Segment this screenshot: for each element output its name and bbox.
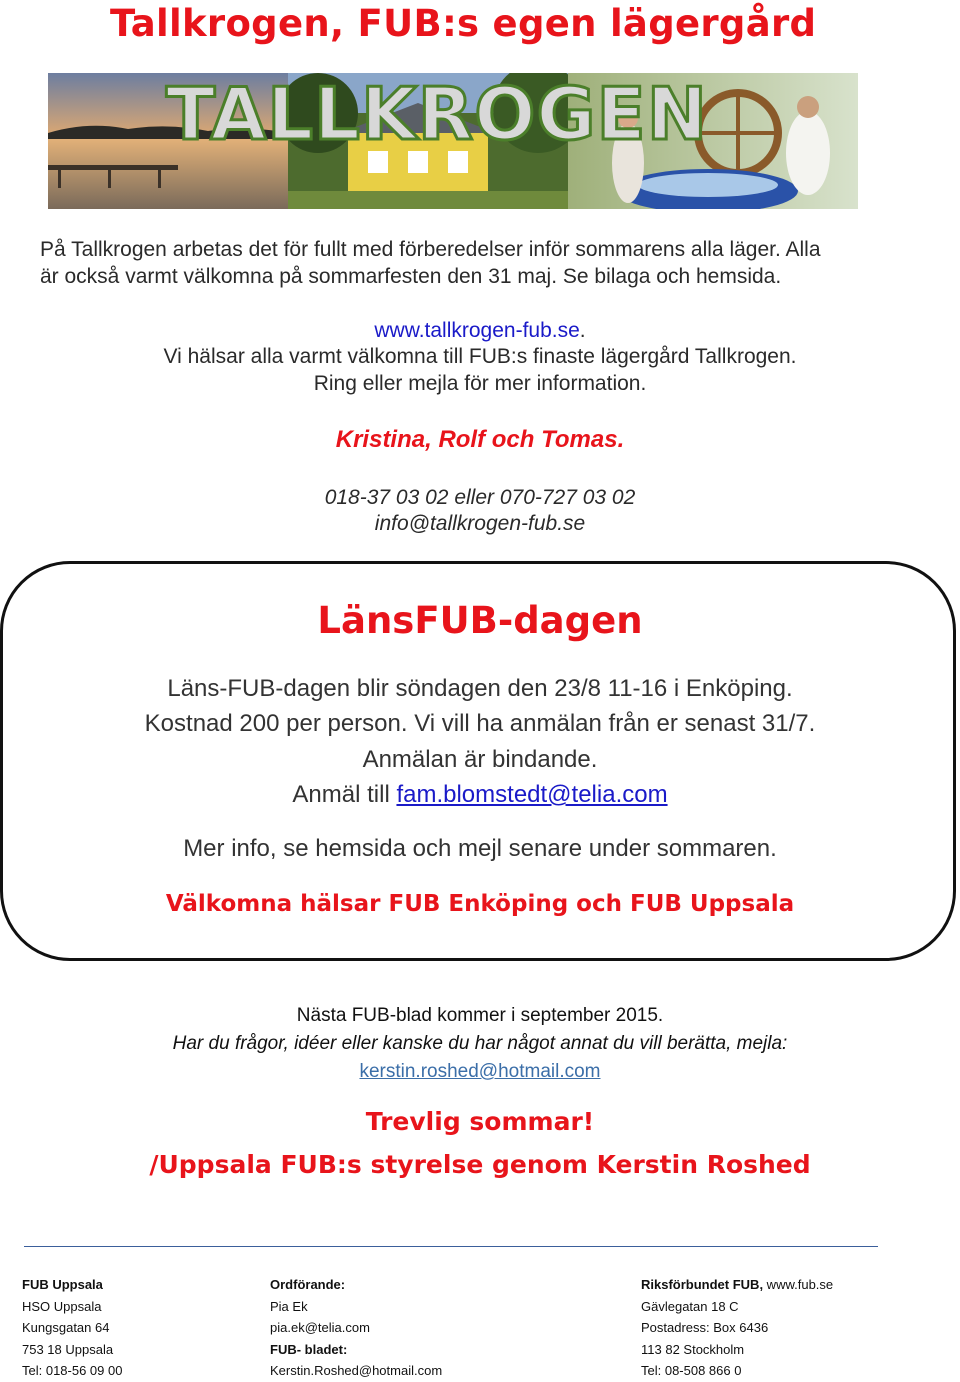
questions-line: Har du frågor, idéer eller kanske du har något annat du vill berätta, mejla: bbox=[172, 1033, 788, 1054]
intro-line-2: är också varmt välkomna på sommarfesten den 31 maj. Se bilaga och hemsida. bbox=[40, 265, 782, 288]
box-line-3: Anmälan är bindande. bbox=[362, 746, 598, 773]
box-more-info: Mer info, se hemsida och mejl senare under sommaren. bbox=[183, 835, 777, 862]
footer-col3-head-rest: www.fub.se bbox=[763, 1277, 834, 1292]
tallkrogen-email: info@tallkrogen-fub.se bbox=[374, 512, 586, 535]
phone-numbers: 018-37 03 02 eller 070-727 03 02 bbox=[324, 486, 636, 509]
footer-col3-head bbox=[641, 1274, 833, 1296]
next-issue: Nästa FUB-blad kommer i september 2015. bbox=[296, 1005, 664, 1026]
footer-col1-line: FUB Uppsala bbox=[22, 1277, 103, 1292]
footer-divider bbox=[24, 1246, 878, 1247]
banner-image bbox=[48, 73, 858, 209]
footer-col2-line: Kerstin.Roshed@hotmail.com bbox=[270, 1363, 443, 1378]
footer-col2-line: pia.ek@telia.com bbox=[270, 1320, 370, 1335]
kerstin-email-link[interactable]: kerstin.roshed@hotmail.com bbox=[359, 1061, 601, 1082]
footer-col3-line: Tel: 08-508 866 0 bbox=[641, 1363, 742, 1378]
footer-col3-head-bold: Riksförbundet FUB, bbox=[641, 1277, 764, 1292]
footer-col1-line: Kungsgatan 64 bbox=[22, 1320, 110, 1335]
website-period: . bbox=[579, 319, 586, 342]
questions-email-line bbox=[0, 1057, 960, 1086]
footer-col1-line: 753 18 Uppsala bbox=[22, 1341, 114, 1357]
box-title: LänsFUB-dagen bbox=[317, 599, 643, 642]
website-line bbox=[0, 317, 960, 344]
footer-col1-line: HSO Uppsala bbox=[22, 1298, 102, 1314]
welcome-line: Vi hälsar alla varmt välkomna till FUB:s finaste lägergård Tallkrogen. bbox=[163, 345, 797, 368]
footer-col-riksforbundet bbox=[641, 1274, 833, 1382]
box-line-1: Läns-FUB-dagen blir söndagen den 23/8 11-16 i Enköping. bbox=[167, 675, 793, 702]
footer-col3-line: Postadress: Box 6436 bbox=[641, 1320, 769, 1335]
footer-col-fub-uppsala bbox=[22, 1274, 122, 1382]
footer-col2-line: FUB- bladet: bbox=[270, 1341, 348, 1357]
intro-paragraph bbox=[40, 236, 920, 290]
page-title: Tallkrogen, FUB:s egen lägergård bbox=[110, 2, 817, 45]
signature: /Uppsala FUB:s styrelse genom Kerstin Roshed bbox=[149, 1150, 811, 1179]
footer-col2-line: Pia Ek bbox=[270, 1298, 308, 1314]
box-register-line bbox=[0, 777, 960, 813]
box-line-2: Kostnad 200 per person. Vi vill ha anmälan från er senast 31/7. bbox=[144, 710, 816, 737]
footer-col-ordforande bbox=[270, 1274, 442, 1382]
footer-col1-line: Tel: 018-56 09 00 bbox=[22, 1363, 123, 1378]
intro-line-1: På Tallkrogen arbetas det för fullt med förberedelser inför sommarens alla läger. Alla bbox=[40, 238, 821, 261]
signers: Kristina, Rolf och Tomas. bbox=[335, 426, 625, 453]
footer-col2-line: Ordförande: bbox=[270, 1277, 346, 1292]
footer-col3-line: 113 82 Stockholm bbox=[641, 1341, 745, 1357]
website-link[interactable]: www.tallkrogen-fub.se bbox=[374, 319, 580, 342]
box-welcome: Välkomna hälsar FUB Enköping och FUB Uppsala bbox=[165, 891, 795, 917]
greeting: Trevlig sommar! bbox=[365, 1107, 595, 1136]
footer-col3-line: Gävlegatan 18 C bbox=[641, 1298, 739, 1314]
contact-prompt: Ring eller mejla för mer information. bbox=[313, 372, 647, 395]
banner-logo-text: TALLKROGEN bbox=[166, 73, 708, 156]
register-prefix: Anmäl till bbox=[292, 781, 397, 808]
register-email-link[interactable]: fam.blomstedt@telia.com bbox=[396, 781, 668, 808]
